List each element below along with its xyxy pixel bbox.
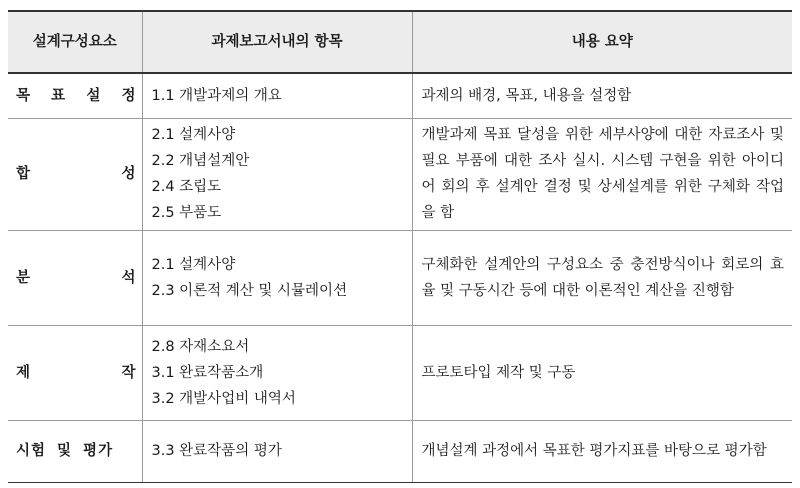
report-item: 2.2 개념설계안	[151, 153, 250, 169]
items-cell	[142, 230, 412, 325]
component-char: 분	[16, 269, 31, 286]
report-item: 2.1 설계사양	[151, 256, 236, 273]
component-char: 합	[16, 166, 31, 182]
report-item: 2.1 설계사양	[151, 127, 236, 143]
report-item: 2.5 부품도	[151, 205, 222, 221]
summary-cell: 구체화한 설계안의 구성요소 중 충전방식이나 회로의 효율 및 구동시간 등에 대한 이론적인 계산을 진행함	[412, 230, 792, 325]
summary-cell: 개념설계 과정에서 목표한 평가지표를 바탕으로 평가함	[412, 420, 792, 482]
design-component-table	[8, 10, 792, 483]
report-item: 2.4 조립도	[151, 179, 222, 195]
report-item: 3.3 완료작품의 평가	[151, 443, 282, 459]
report-item: 2.3 이론적 계산 및 시뮬레이션	[151, 282, 348, 299]
items-cell	[142, 420, 412, 482]
items-cell	[142, 118, 412, 230]
component-char: 표	[51, 87, 66, 104]
header-component: 설계구성요소	[8, 11, 142, 73]
items-cell	[142, 325, 412, 420]
report-item: 2.8 자재소요서	[151, 338, 250, 355]
table-row	[8, 325, 792, 420]
component-char: 및	[57, 443, 72, 459]
table-row	[8, 118, 792, 230]
report-item: 3.1 완료작품소개	[151, 364, 264, 381]
report-item: 3.2 개발사업비 내역서	[151, 390, 296, 407]
header-items: 과제보고서내의 항목	[142, 11, 412, 73]
summary-cell: 개발과제 목표 달성을 위한 세부사양에 대한 자료조사 및 필요 부품에 대한 조사 실시. 시스템 구현을 위한 아이디어 회의 후 설계안 결정 및 상세설계를 위한 구체화 작업을 함	[412, 118, 792, 230]
component-char: 험	[31, 443, 46, 459]
component-char: 평	[83, 443, 98, 459]
component-cell	[8, 118, 142, 230]
report-item: 1.1 개발과제의 개요	[151, 87, 282, 104]
component-char: 가	[98, 443, 113, 459]
component-char: 작	[121, 364, 136, 381]
component-char: 제	[16, 364, 31, 381]
component-cell	[8, 420, 142, 482]
component-char: 목	[16, 87, 31, 104]
items-cell	[142, 73, 412, 118]
summary-cell: 과제의 배경, 목표, 내용을 설정함	[412, 73, 792, 118]
component-char: 성	[121, 166, 136, 182]
component-cell	[8, 325, 142, 420]
table-row	[8, 420, 792, 482]
component-char: 시	[16, 443, 31, 459]
component-char: 석	[121, 269, 136, 286]
header-summary: 내용 요약	[412, 11, 792, 73]
summary-cell: 프로토타입 제작 및 구동	[412, 325, 792, 420]
table-header-row	[8, 11, 792, 73]
component-char: 정	[121, 87, 136, 104]
component-cell	[8, 73, 142, 118]
table-row	[8, 73, 792, 118]
component-cell	[8, 230, 142, 325]
table-row	[8, 230, 792, 325]
component-char: 설	[86, 87, 101, 104]
